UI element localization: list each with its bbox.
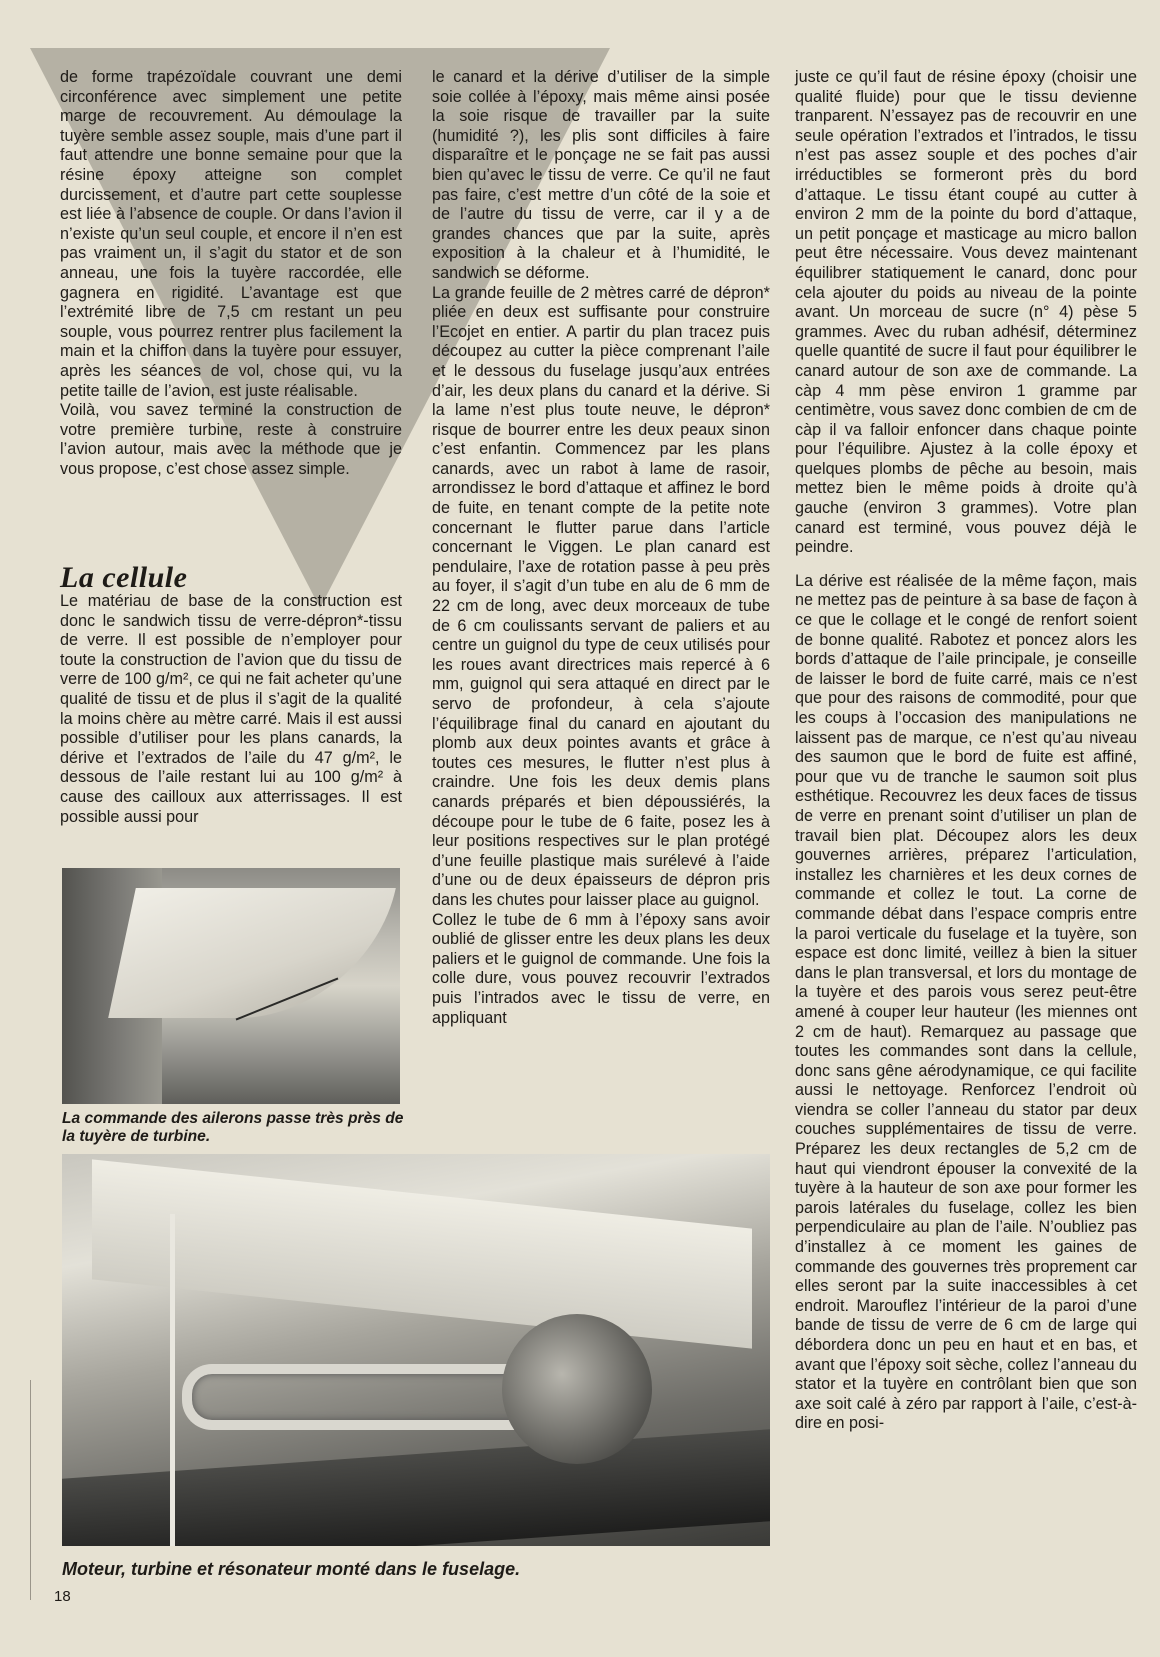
photo-caption-1: La commande des ailerons passe très près de la tuyère de turbine. bbox=[62, 1110, 404, 1145]
photo-wing-shape bbox=[108, 888, 396, 1018]
photo-engine-in-fuselage bbox=[62, 1154, 770, 1546]
paragraph: La dérive est réalisée de la même façon, mais ne mettez pas de peinture à sa base de façon à ce que le collage et le congé de renfort soient de bonne qualité. Rabotez et poncez alors les bords d’attaque de l’aile principale, je conseille de laisser le bord de fuite carré, mais ce n’est que pour des raisons de commodité, pour que les coups à l’occasion des manipulations ne laissent pas de marque, ce n’est qu’au niveau des saumon que le bord de fuite est affiné, pour que vu de tranche le saumon soit plus esthétique. Recouvrez les deux faces de tissus de verre en prenant soint d’utiliser un plan de travail bien plat. Découpez alors les deux gouvernes arrières, préparez l’articulation, installez les charnières et les deux cornes de commande et collez le tout. La corne de commande débat dans l’espace compris entre la paroi verticale du fuselage et la tuyère, son espace est donc limité, veillez à bien la situer dans le plan transversal, et lors du montage de la tuyère et des parois vous serez peut-être amené à couper leur hauteur (les miennes ont 2 cm de haut). Remarquez au passage que toutes les commandes sont dans la cellule, donc sans gêne aérodynamique, ce qui facilite aussi le nettoyage. Renforcez l’endroit où viendra se coller l’anneau du stator par deux couches supplémentaires de tissu de verre. Préparez les deux rectangles de 5,2 cm de haut qui viendront épouser la convexité de la tuyère à la hauteur de son axe pour former les parois latérales du fuselage, collez les bien perpendiculaire au plan de l’aile. N’oubliez pas d’installez à ce moment les gaines de commande des gouvernes très proprement car elles seront par la suite inaccessibles à cet endroit. Marouflez l’intérieur de la paroi d’une bande de tissu de verre de 6 cm de large qui débordera donc un peu en haut et en bas, et avant que l’époxy soit sèche, collez l’anneau du stator et la tuyère en contrôlant bien que son axe soit calé à zéro par rapport à l’aile, c’est-à-dire en posi- bbox=[795, 571, 1137, 1433]
column-1-bottom bbox=[60, 592, 402, 827]
paragraph: Collez le tube de 6 mm à l’époxy sans avoir oublié de glisser entre les deux plans les deux paliers et le guignol de commande. Une fois la colle dure, vous pouvez recouvrir l’extrados puis l’intrados avec le tissu de verre, en appliquant bbox=[432, 910, 770, 1027]
column-3 bbox=[795, 68, 1137, 1434]
photo-resonator-pipe bbox=[182, 1364, 522, 1430]
photo-caption-2: Moteur, turbine et résonateur monté dans le fuselage. bbox=[62, 1559, 521, 1579]
column-2 bbox=[432, 68, 770, 1028]
margin-rule bbox=[30, 1380, 31, 1600]
column-1-top bbox=[60, 68, 402, 479]
paragraph: La grande feuille de 2 mètres carré de dépron* pliée en deux est suffisante pour construire l’Ecojet en entier. A partir du plan tracez puis découpez au cutter la pièce comprenant l’aile et le dessous du fuselage jusqu’aux entrées d’air, les deux plans du canard et la dérive. Si la lame n’est plus toute neuve, le dépron* risque de bourrer entre les deux peaux sinon c’est enfantin. Commencez par les plans canards, avec un rabot à lame de rasoir, arrondissez le bord d’attaque et affinez le bord de fuite, en tenant compte de la petite note concernant le flutter parue dans l’article concernant le Viggen. Le plan canard est pendulaire, l’axe de rotation passe à peu près au foyer, il s’agit d’un tube en alu de 6 mm de 22 cm de long, avec deux morceaux de tube de 6 cm coulissants servant de paliers et au centre un guignol du type de ceux utilisés pour les roues avant directrices mais repercé à 6 mm, guignol qui sera attaqué en direct par le servo de profondeur, à cela s’ajoute l’équilibrage final du canard en ajoutant du plomb aux deux pointes avants et grâce à toutes ces mesures, le flutter n’est plus à craindre. Une fois les deux demis plans canards préparés et bien dépoussiérés, la découpe pour le tube de 6 faite, posez les à leur positions respectives sur le plan protégé d’une feuille plastique mais surélevé à l’aide d’une ou de deux épaisseurs de dépron pris dans les chutes pour laisser place au guignol. bbox=[432, 283, 770, 909]
paragraph: de forme trapézoïdale couvrant une demi circonférence avec simplement une petite marge de recouvrement. Au démoulage la tuyère semble assez souple, mais d’une part il faut attendre une bonne semaine pour que la résine époxy atteigne son complet durcissement, et d’autre part cette souplesse est liée à l’absence de couple. Or dans l’avion il n’existe qu’un seul couple, et encore il n’en est pas vraiment un, il s’agit du stator et de son anneau, une fois la tuyère raccordée, elle gagnera en rigidité. L’avantage est que l’extrémité libre de 7,5 cm restant un peu souple, vous pourrez rentrer plus facilement la main et la chiffon dans la tuyère pour essuyer, après les séances de vol, chose qui, vu la petite taille de l’avion, est juste réalisable. bbox=[60, 68, 402, 400]
paragraph: Le matériau de base de la construction est donc le sandwich tissu de verre-dépron*-tissu de verre. Il est possible de n’employer pour toute la construction de l’avion que du tissu de verre de 100 g/m², ce qui ne fait acheter qu’une qualité de tissu et de plus il s’agit de la qualité la moins chère au mètre carré. Mais il est aussi possible d’utiliser pour les plans canards, la dérive et l’extrados de l’aile du 47 g/m², le dessous de l’aile restant lui au 100 g/m² à cause des cailloux aux atterrissages. Il est possible aussi pour bbox=[60, 592, 402, 826]
paragraph: le canard et la dérive d’utiliser de la simple soie collée à l’époxy, mais même ainsi posée la soie risque de travailler par la suite (humidité ?), les plis sont difficiles à faire disparaître et le ponçage ne se fait pas aussi bien qu’avec le tissu de verre. Ce qu’il ne faut pas faire, c’est mettre d’un côté de la soie et de l’autre du tissu de verre, car il y a de grandes chances que par la suite, après exposition à la chaleur et à l’humidité, le sandwich se déforme. bbox=[432, 68, 770, 282]
photo-wing-panel bbox=[92, 1159, 752, 1348]
section-heading: La cellule bbox=[60, 561, 188, 594]
paragraph: Voilà, vou savez terminé la construction de votre première turbine, reste à construire l’avion autour, mais avec la méthode que je vous propose, c’est chose assez simple. bbox=[60, 401, 402, 478]
photo-engine bbox=[502, 1314, 652, 1464]
photo-fuselage-floor bbox=[62, 1429, 770, 1546]
page-number: 18 bbox=[54, 1588, 71, 1605]
photo-mast bbox=[170, 1214, 175, 1546]
paragraph: juste ce qu’il faut de résine époxy (choisir une qualité fluide) pour que le tissu devienne tranparent. N’essayez pas de recouvrir en une seule opération l’extrados et l’intrados, le tissu n’est pas assez souple et des poches d’air irréductibles se formeront près du bord d’attaque. Le tissu étant coupé au cutter à environ 2 mm de la pointe du bord d’attaque, un petit ponçage et masticage au micro ballon peut être nécessaire. Vous devez maintenant équilibrer statiquement le canard, donc pour cela ajouter du poids au niveau de la pointe avant. Un morceau de sucre (n° 4) pèse 5 grammes. Avec du ruban adhésif, déterminez quelle quantité de sucre il faut pour équilibrer le canard autour de son axe de commande. La càp 4 mm pèse environ 1 gramme par centimètre, vous savez donc combien de cm de càp il va falloir enfoncer dans chaque pointe pour l’équilibre. Ajustez à la colle époxy et quelques plombs de pêche au besoin, mais mettez bien le même poids à droite qu’à gauche (environ 3 grammes). Votre plan canard est terminé, vous pouvez déjà le peindre. bbox=[795, 68, 1137, 557]
paragraph-gap bbox=[795, 558, 1137, 572]
photo-aileron-control bbox=[62, 868, 400, 1104]
